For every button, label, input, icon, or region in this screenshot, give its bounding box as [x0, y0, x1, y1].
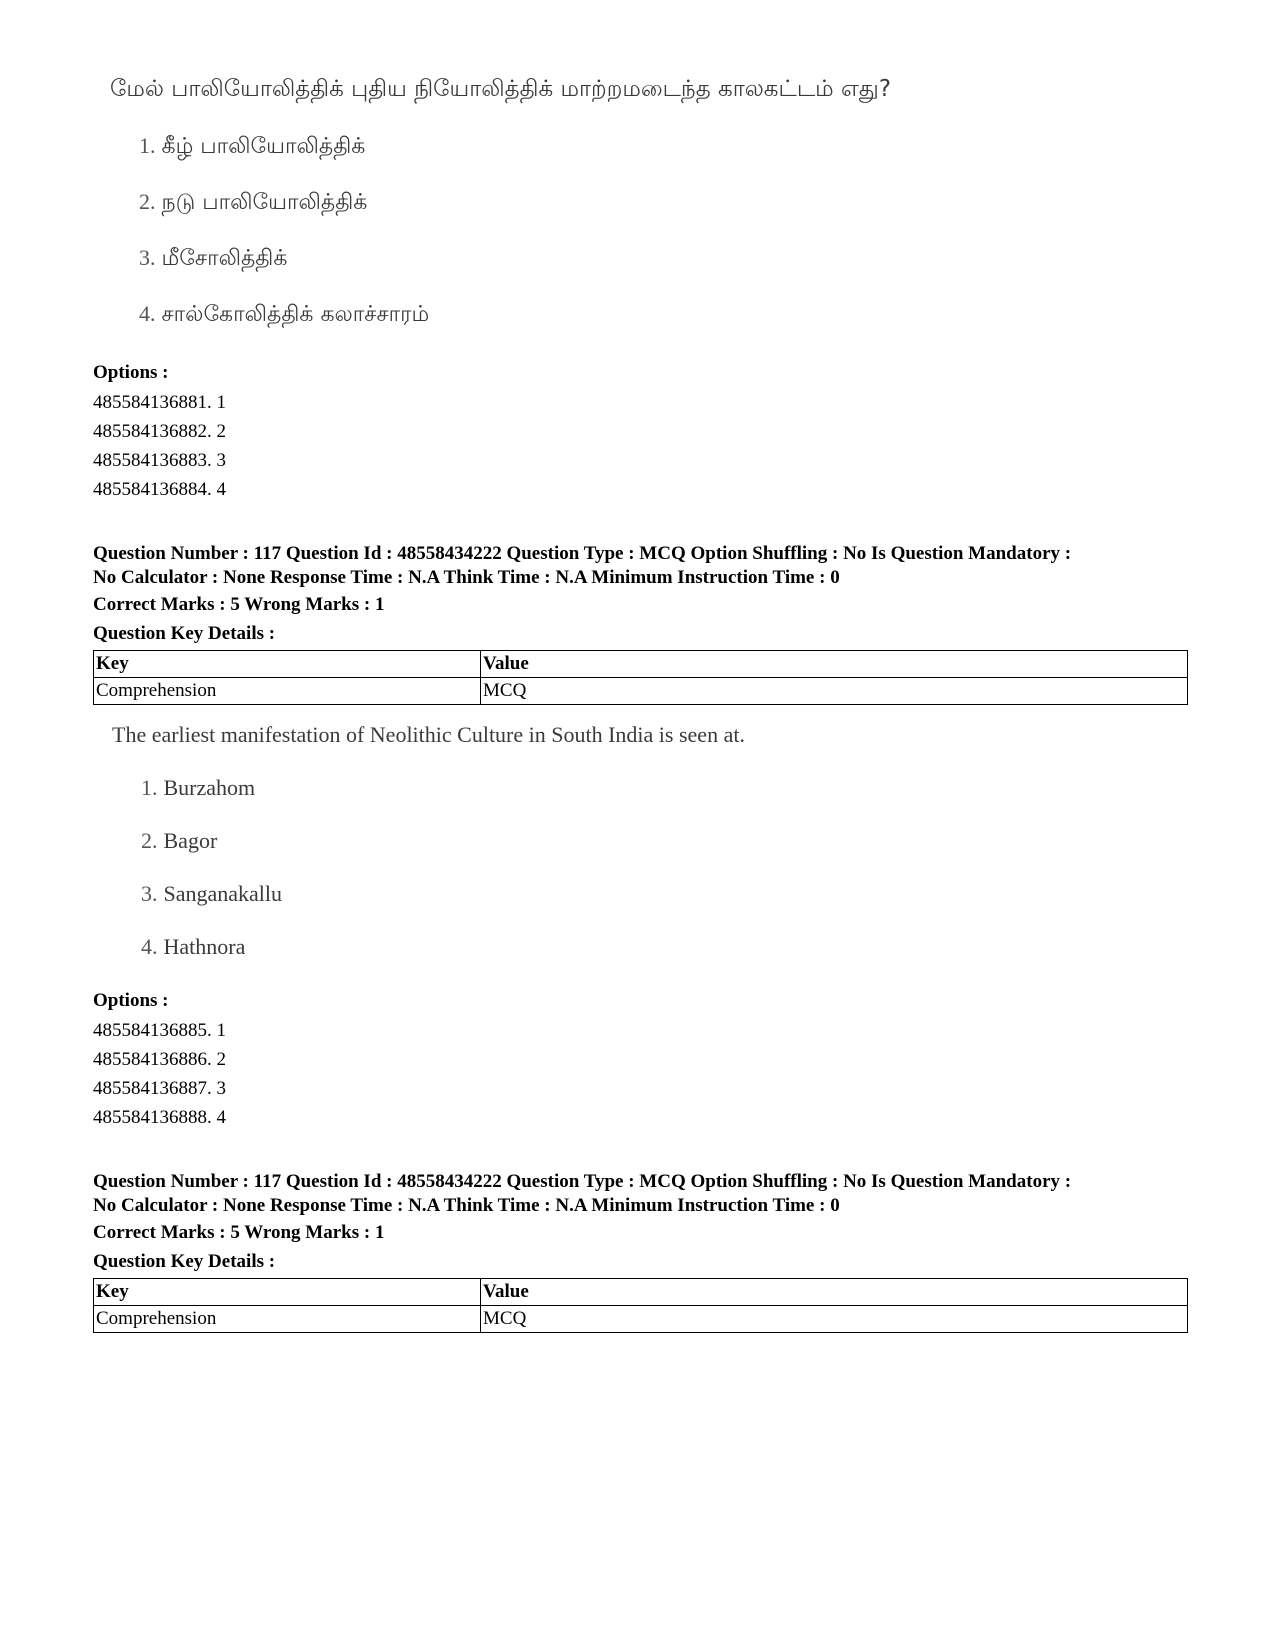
table-cell-key: Comprehension — [94, 678, 481, 705]
meta-line-2: No Calculator : None Response Time : N.A Think Time : N.A Minimum Instruction Time : 0 — [93, 567, 840, 588]
question-2-choice-1 — [141, 775, 255, 801]
key-details-table — [93, 1278, 1188, 1333]
choice-text: Sanganakallu — [163, 881, 283, 906]
option-line: 485584136882. 2 — [93, 421, 226, 442]
choice-text: Burzahom — [163, 775, 256, 800]
options-title: Options : — [93, 362, 169, 383]
choice-text: நடு பாலியோலித்திக் — [161, 190, 368, 215]
question-2-stem: The earliest manifestation of Neolithic Culture in South India is seen at. — [112, 722, 745, 747]
choice-number: 1. — [139, 133, 156, 158]
question-2-choice-3 — [141, 881, 282, 907]
choice-number: 2. — [141, 828, 158, 853]
meta-line-1: Question Number : 117 Question Id : 48558434222 Question Type : MCQ Option Shuffling : No Is Question Mandatory : — [93, 543, 1072, 564]
table-header-value: Value — [481, 651, 1188, 678]
question-1-stem: மேல் பாலியோலித்திக் புதிய நியோலித்திக் மாற்றமடைந்த காலகட்டம் எது? — [110, 76, 892, 102]
question-1-options — [93, 362, 1188, 504]
choice-number: 1. — [141, 775, 158, 800]
table-row — [94, 1306, 1188, 1333]
choice-number: 2. — [139, 189, 156, 214]
option-line: 485584136881. 1 — [93, 392, 226, 413]
choice-text: மீசோலித்திக் — [161, 246, 288, 271]
question-meta-1 — [93, 542, 1188, 705]
option-line: 485584136886. 2 — [93, 1049, 226, 1070]
table-header-key: Key — [94, 651, 481, 678]
key-details-title: Question Key Details : — [93, 1251, 276, 1272]
option-line: 485584136887. 3 — [93, 1078, 226, 1099]
choice-number: 3. — [139, 245, 156, 270]
key-details-table — [93, 650, 1188, 705]
question-1-choice-4 — [139, 301, 429, 330]
option-line: 485584136885. 1 — [93, 1020, 226, 1041]
choice-number: 3. — [141, 881, 158, 906]
choice-text: Bagor — [163, 828, 218, 853]
choice-text: Hathnora — [163, 934, 246, 959]
question-1-choice-1 — [139, 133, 365, 162]
choice-text: சால்கோலித்திக் கலாச்சாரம் — [161, 302, 430, 327]
choice-number: 4. — [139, 301, 156, 326]
table-cell-key: Comprehension — [94, 1306, 481, 1333]
option-line: 485584136883. 3 — [93, 450, 226, 471]
table-row — [94, 678, 1188, 705]
question-2-choice-4 — [141, 934, 245, 960]
choice-number: 4. — [141, 934, 158, 959]
marks-line: Correct Marks : 5 Wrong Marks : 1 — [93, 594, 385, 615]
question-meta-2 — [93, 1170, 1188, 1333]
table-header-value: Value — [481, 1279, 1188, 1306]
table-header-row — [94, 1279, 1188, 1306]
option-line: 485584136884. 4 — [93, 479, 226, 500]
meta-line-2: No Calculator : None Response Time : N.A Think Time : N.A Minimum Instruction Time : 0 — [93, 1195, 840, 1216]
question-1-choice-3 — [139, 245, 287, 274]
option-line: 485584136888. 4 — [93, 1107, 226, 1128]
question-1-choice-2 — [139, 189, 367, 218]
meta-line-1: Question Number : 117 Question Id : 48558434222 Question Type : MCQ Option Shuffling : No Is Question Mandatory : — [93, 1171, 1072, 1192]
question-2-options — [93, 990, 1188, 1132]
table-header-row — [94, 651, 1188, 678]
choice-text: கீழ் பாலியோலித்திக் — [161, 134, 366, 159]
table-cell-value: MCQ — [481, 1306, 1188, 1333]
key-details-title: Question Key Details : — [93, 623, 276, 644]
options-title: Options : — [93, 990, 169, 1011]
marks-line: Correct Marks : 5 Wrong Marks : 1 — [93, 1222, 385, 1243]
table-cell-value: MCQ — [481, 678, 1188, 705]
table-header-key: Key — [94, 1279, 481, 1306]
question-2-choice-2 — [141, 828, 217, 854]
